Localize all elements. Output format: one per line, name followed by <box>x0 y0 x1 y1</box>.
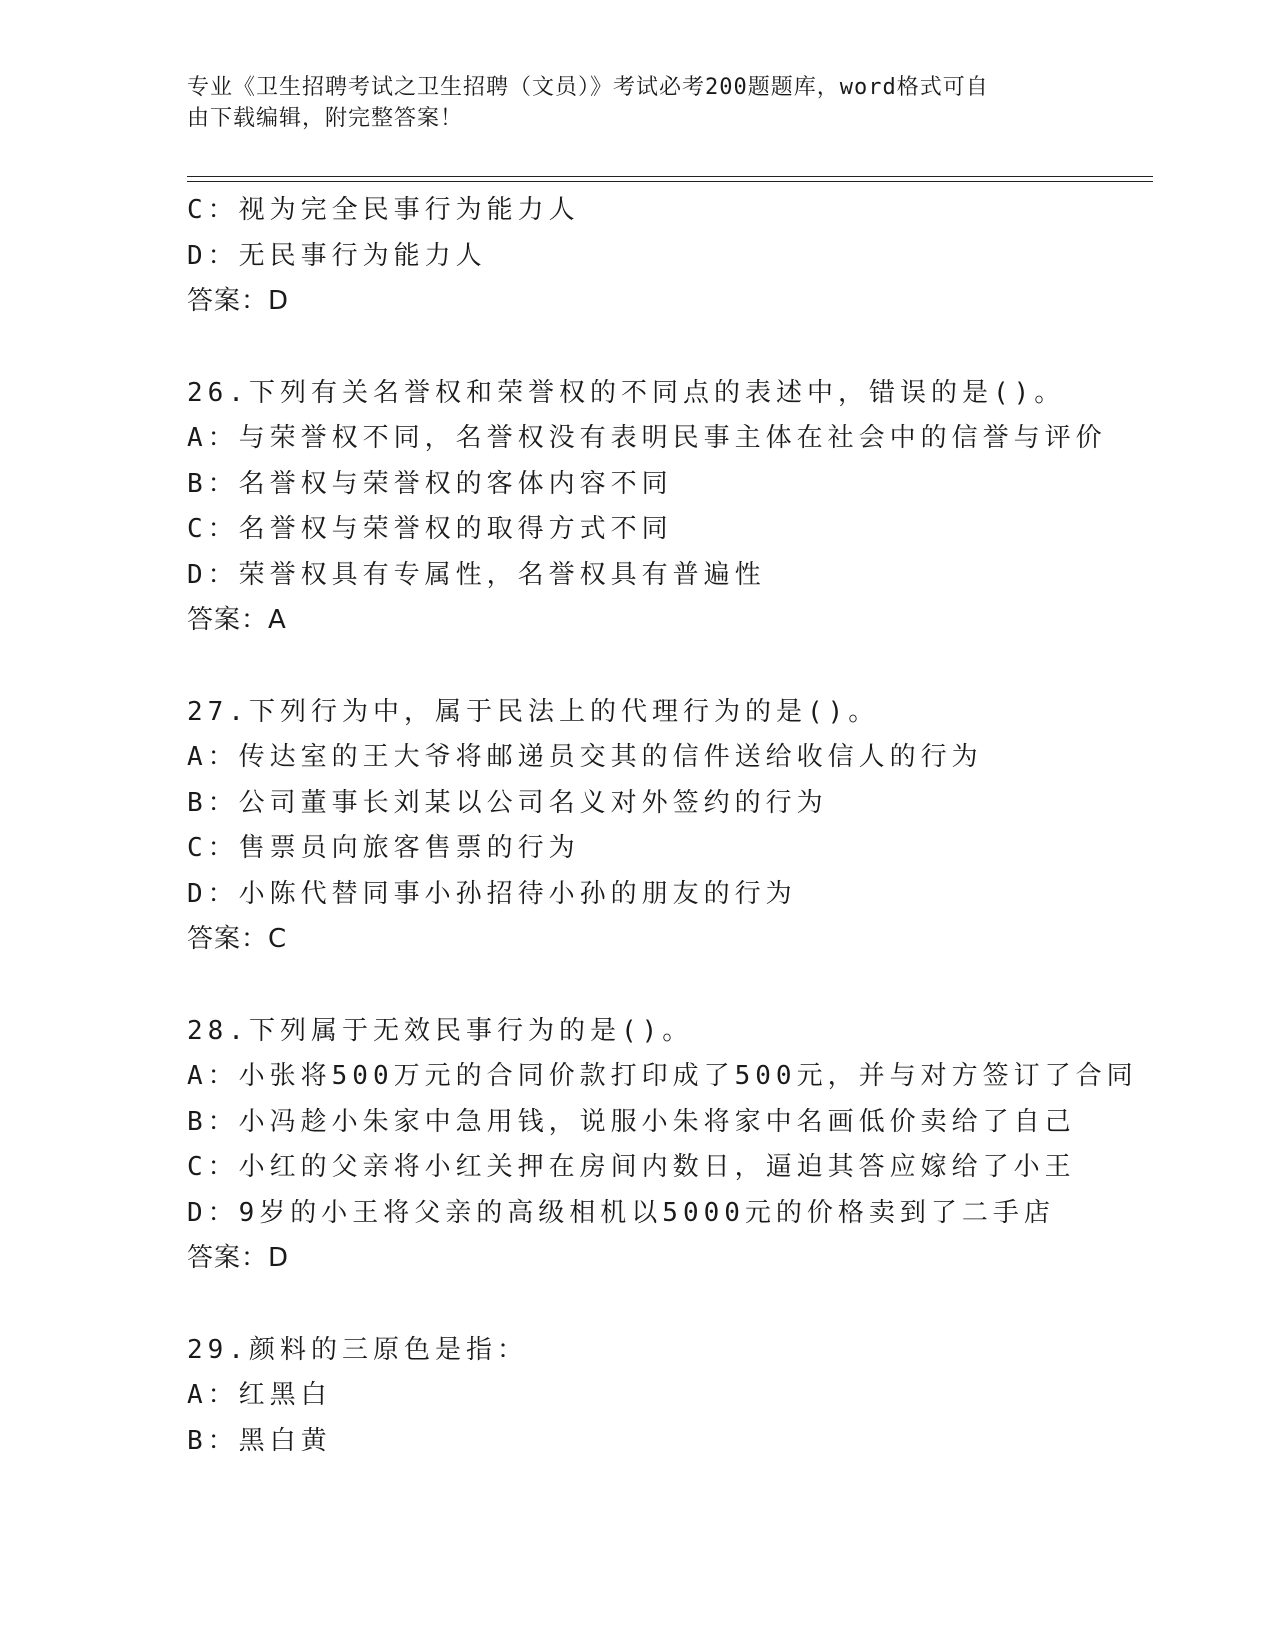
question-29 <box>187 1328 1187 1465</box>
option-b: B：公司董事长刘某以公司名义对外签约的行为 <box>187 787 828 818</box>
question-stem: 26.下列有关名誉权和荣誉权的不同点的表述中，错误的是()。 <box>187 377 1066 408</box>
question-stem: 28.下列属于无效民事行为的是()。 <box>187 1015 694 1046</box>
option-b: B：黑白黄 <box>187 1425 332 1456</box>
header-divider-bottom <box>187 181 1153 182</box>
option-d: D：小陈代替同事小孙招待小孙的朋友的行为 <box>187 878 797 909</box>
question-28 <box>187 1009 1187 1282</box>
question-26 <box>187 371 1187 644</box>
header-line-1: 专业《卫生招聘考试之卫生招聘（文员）》考试必考200题题库，word格式可自 <box>187 75 989 100</box>
option-a: A：红黑白 <box>187 1380 332 1410</box>
question-stem: 27.下列行为中，属于民法上的代理行为的是()。 <box>187 696 880 727</box>
question-list <box>187 188 1187 1464</box>
question-stem: 29.颜料的三原色是指： <box>187 1334 528 1365</box>
question-spacer <box>187 325 1187 371</box>
answer-line: 答案：C <box>187 924 288 954</box>
question-25-continued <box>187 188 1187 325</box>
option-a: A：小张将500万元的合同价款打印成了500元，并与对方签订了合同 <box>187 1061 1138 1091</box>
question-spacer <box>187 644 1187 690</box>
option-d: D：无民事行为能力人 <box>187 240 487 271</box>
option-c: C：视为完全民事行为能力人 <box>187 195 580 225</box>
document-header <box>187 72 1067 134</box>
option-a: A：传达室的王大爷将邮递员交其的信件送给收信人的行为 <box>187 742 983 772</box>
answer-line: 答案：A <box>187 605 287 635</box>
question-spacer <box>187 963 1187 1009</box>
question-spacer <box>187 1282 1187 1328</box>
option-b: B：小冯趁小朱家中急用钱，说服小朱将家中名画低价卖给了自己 <box>187 1106 1076 1137</box>
option-a: A：与荣誉权不同，名誉权没有表明民事主体在社会中的信誉与评价 <box>187 423 1107 453</box>
option-c: C：名誉权与荣誉权的取得方式不同 <box>187 514 673 544</box>
option-d: D：9岁的小王将父亲的高级相机以5000元的价格卖到了二手店 <box>187 1197 1055 1228</box>
question-27 <box>187 690 1187 963</box>
header-line-2: 由下载编辑，附完整答案！ <box>187 106 464 131</box>
option-c: C：售票员向旅客售票的行为 <box>187 833 580 863</box>
option-c: C：小红的父亲将小红关押在房间内数日，逼迫其答应嫁给了小王 <box>187 1152 1076 1182</box>
header-divider-top <box>187 176 1153 177</box>
option-d: D：荣誉权具有专属性，名誉权具有普遍性 <box>187 559 766 590</box>
answer-line: 答案：D <box>187 1243 290 1273</box>
answer-line: 答案：D <box>187 286 290 316</box>
option-b: B：名誉权与荣誉权的客体内容不同 <box>187 468 673 499</box>
